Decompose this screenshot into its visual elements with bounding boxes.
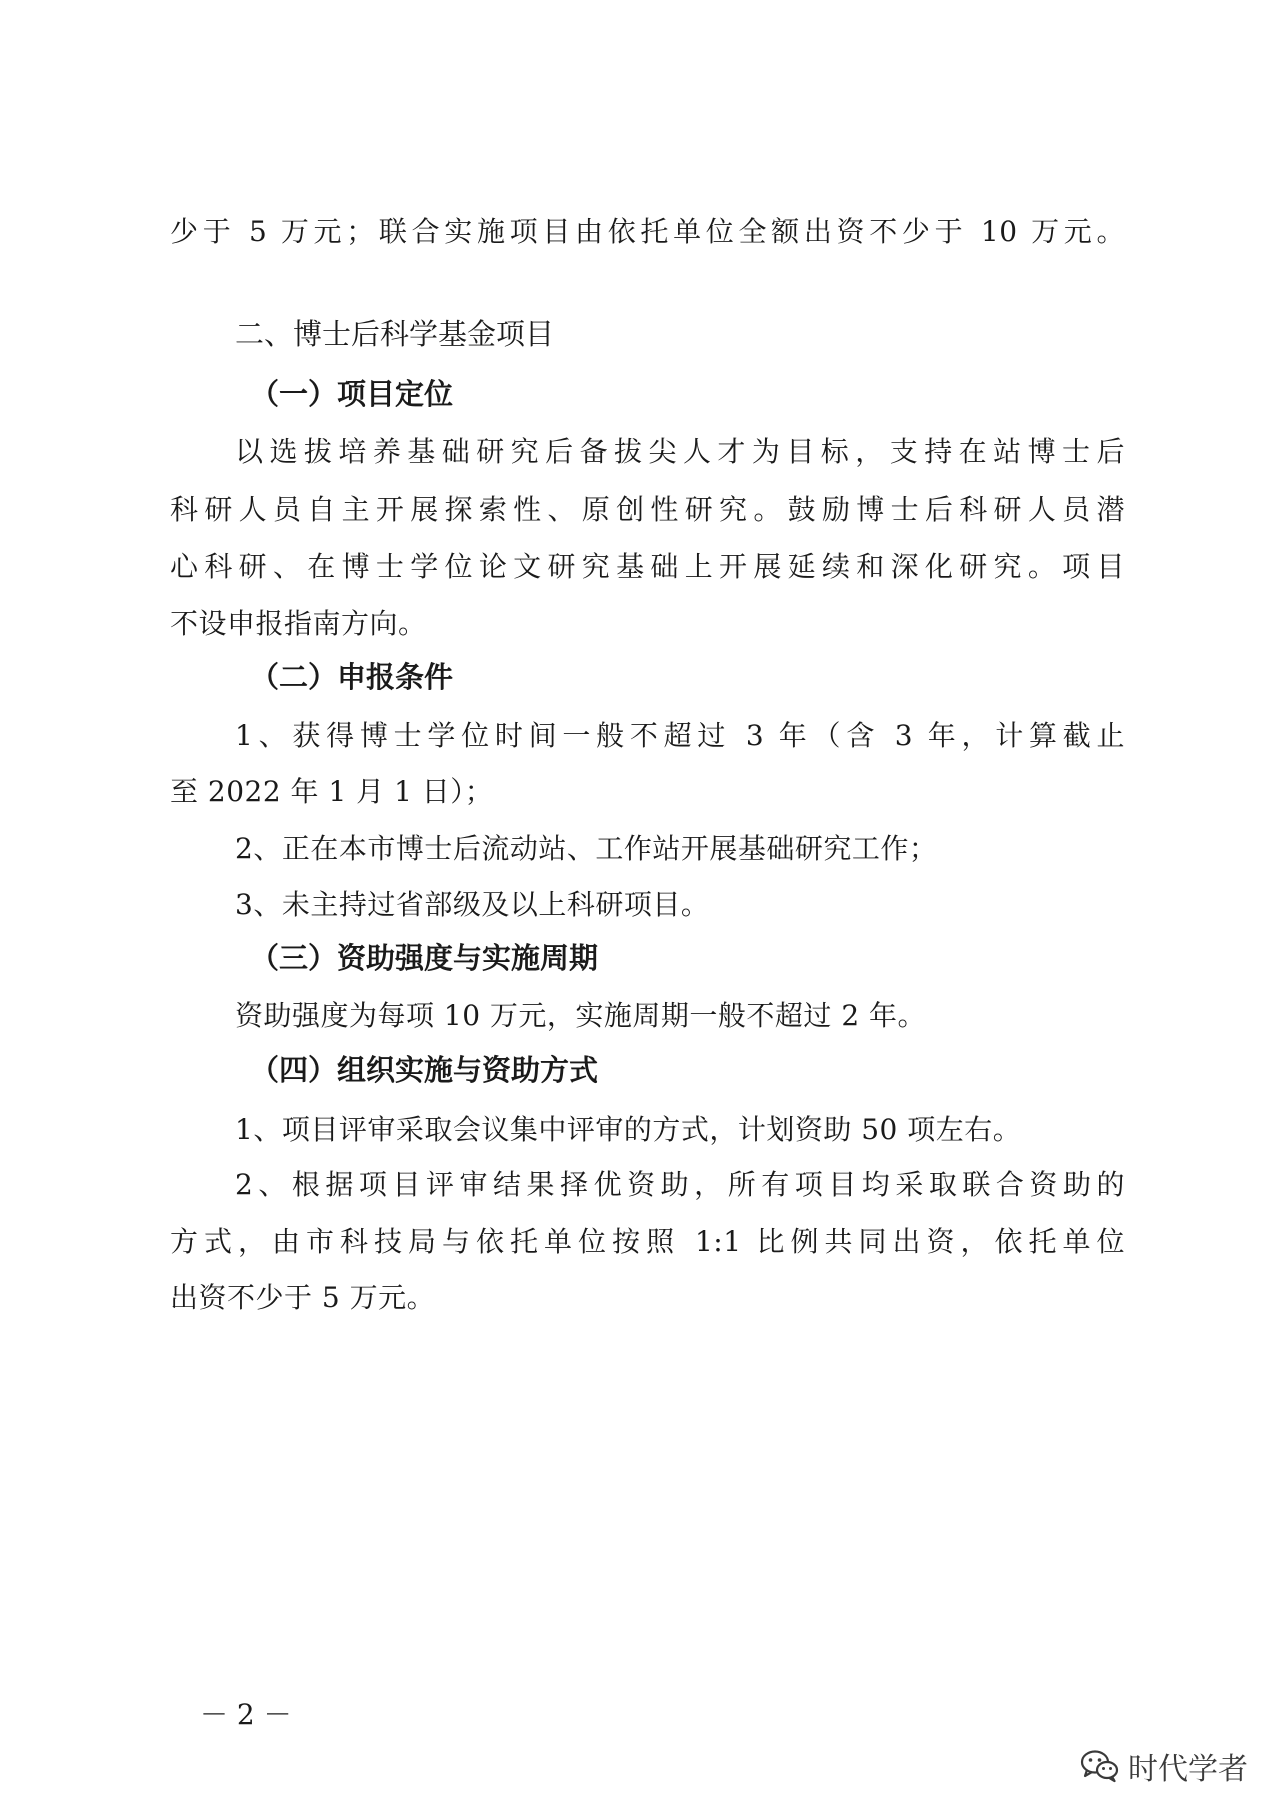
watermark [1080, 1744, 1248, 1788]
paragraph-line: 少于 5 万元；联合实施项目由依托单位全额出资不少于 10 万元。 [170, 215, 1125, 248]
paragraph-line: 出资不少于 5 万元。 [170, 1281, 436, 1314]
paragraph-line: 科研人员自主开展探索性、原创性研究。鼓励博士后科研人员潜 [170, 493, 1125, 526]
paragraph-line: 3、未主持过省部级及以上科研项目。 [235, 888, 710, 921]
paragraph-line: 以选拔培养基础研究后备拔尖人才为目标，支持在站博士后 [235, 435, 1125, 468]
subsection-heading: （一）项目定位 [250, 377, 454, 411]
paragraph-line: 心科研、在博士学位论文研究基础上开展延续和深化研究。项目 [170, 550, 1125, 583]
watermark-text: 时代学者 [1128, 1752, 1248, 1787]
paragraph-line: 至 2022 年 1 月 1 日）； [170, 775, 494, 808]
paragraph-line: 不设申报指南方向。 [170, 607, 427, 640]
paragraph-line: 2、正在本市博士后流动站、工作站开展基础研究工作； [235, 832, 938, 865]
subsection-heading: （三）资助强度与实施周期 [250, 941, 599, 975]
paragraph-line: 方式，由市科技局与依托单位按照 1:1 比例共同出资，依托单位 [170, 1225, 1125, 1258]
paragraph-line: 2、根据项目评审结果择优资助，所有项目均采取联合资助的 [235, 1168, 1125, 1201]
section-heading: 二、博士后科学基金项目 [235, 317, 555, 351]
page-number: － 2 － [200, 1698, 292, 1731]
paragraph-line: 1、获得博士学位时间一般不超过 3 年（含 3 年，计算截止 [235, 719, 1125, 752]
subsection-heading: （四）组织实施与资助方式 [250, 1053, 599, 1087]
subsection-heading: （二）申报条件 [250, 660, 454, 694]
paragraph-line: 1、项目评审采取会议集中评审的方式，计划资助 50 项左右。 [235, 1113, 1022, 1146]
wechat-icon [1080, 1749, 1120, 1783]
paragraph-line: 资助强度为每项 10 万元，实施周期一般不超过 2 年。 [235, 999, 927, 1032]
